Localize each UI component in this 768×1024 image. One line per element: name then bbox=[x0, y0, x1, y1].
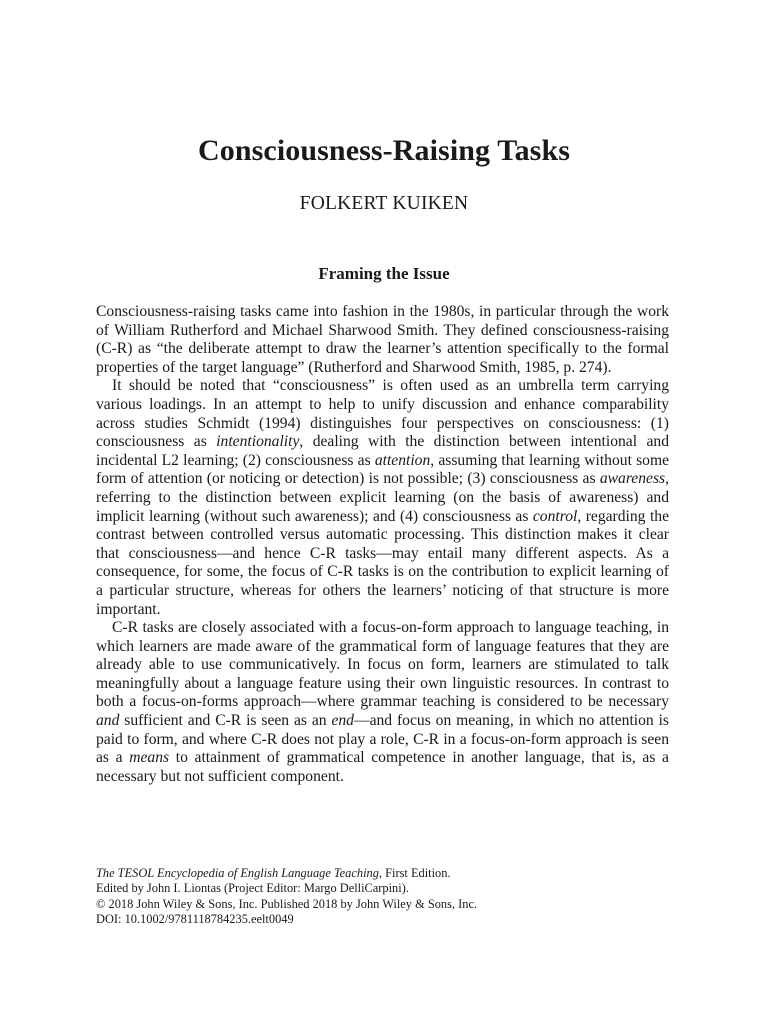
italic-term: attention bbox=[374, 451, 431, 469]
text-run: Consciousness-raising tasks came into fashion in the 1980s, in particular through the work of William Rutherford and Michael Sharwood Smith. They defined consciousness-raising (C-R) as “the deliberate attempt to draw the learner’s attention specifically to the formal properties of the target language” (Rutherford and Sharwood Smith, 1985, p. 274). bbox=[96, 303, 669, 376]
paragraph bbox=[96, 377, 669, 619]
text-run: to attainment of grammatical competence in another language, that is, as a necessary but not sufficient component. bbox=[96, 749, 669, 785]
italic-term: intentionality bbox=[216, 433, 300, 451]
author-name: FOLKERT KUIKEN bbox=[299, 193, 469, 214]
text-run: It should be noted that “consciousness” is often used as an umbrella term carrying various loadings. In an attempt to help to unify discussion and enhance comparability across studies Schmidt (1994) distinguishes four perspectives on consciousness: (1) consciousness as bbox=[96, 377, 669, 451]
copyright-line: © 2018 John Wiley & Sons, Inc. Published 2018 by John Wiley & Sons, Inc. bbox=[96, 896, 478, 911]
text-run: C-R tasks are closely associated with a focus-on-form approach to language teaching, in which learners are made aware of the grammatical form of language features that they are already able to use communicatively. In focus on form, learners are stimulated to talk meaningfully about a language feature using their own linguistic resources. In contrast to both a focus-on-forms approach—where grammar teaching is considered to be necessary bbox=[96, 619, 669, 711]
text-run: , assuming that learning without some form of attention (or noticing or detection) is not possible; (3) consciousness as bbox=[96, 451, 669, 488]
footer-citation-line bbox=[96, 866, 669, 881]
text-run: , regarding the contrast between controlled versus automatic processing. This distinction makes it clear that consciousness—and hence C-R tasks—may entail many different aspects. As a consequence, for some, the focus of C-R tasks is on the contribution to explicit learning of a particular structure, whereas for others the learners’ noticing of that structure is more important. bbox=[96, 507, 669, 618]
italic-term: awareness bbox=[599, 470, 666, 488]
text-run: —and focus on meaning, in which no attention is paid to form, and where C-R does not play a role, C-R in a focus-on-form approach is seen as a bbox=[96, 712, 669, 767]
italic-term: control bbox=[532, 507, 578, 525]
publication-footer bbox=[96, 866, 669, 928]
italic-term: and bbox=[96, 712, 120, 730]
paragraph bbox=[96, 619, 669, 786]
editors-line: Edited by John I. Liontas (Project Editor: Margo DelliCarpini). bbox=[96, 881, 409, 896]
text-run: sufficient and C-R is seen as an bbox=[119, 712, 332, 730]
italic-term: end bbox=[331, 712, 354, 730]
paragraph bbox=[96, 303, 669, 377]
article-body bbox=[96, 303, 669, 786]
article-title: Consciousness-Raising Tasks bbox=[197, 134, 571, 167]
section-heading: Framing the Issue bbox=[318, 264, 450, 283]
doi-line: DOI: 10.1002/9781118784235.eelt0049 bbox=[96, 912, 294, 927]
text-run: , dealing with the distinction between intentional and incidental L2 learning; (2) consciousness as bbox=[96, 433, 669, 469]
text-run: , referring to the distinction between explicit learning (on the basis of awareness) and implicit learning (without such awareness); and (4) consciousness as bbox=[96, 470, 669, 525]
italic-term: means bbox=[129, 749, 170, 767]
book-title: The TESOL Encyclopedia of English Language Teaching bbox=[96, 866, 379, 880]
edition: , First Edition. bbox=[378, 866, 451, 880]
